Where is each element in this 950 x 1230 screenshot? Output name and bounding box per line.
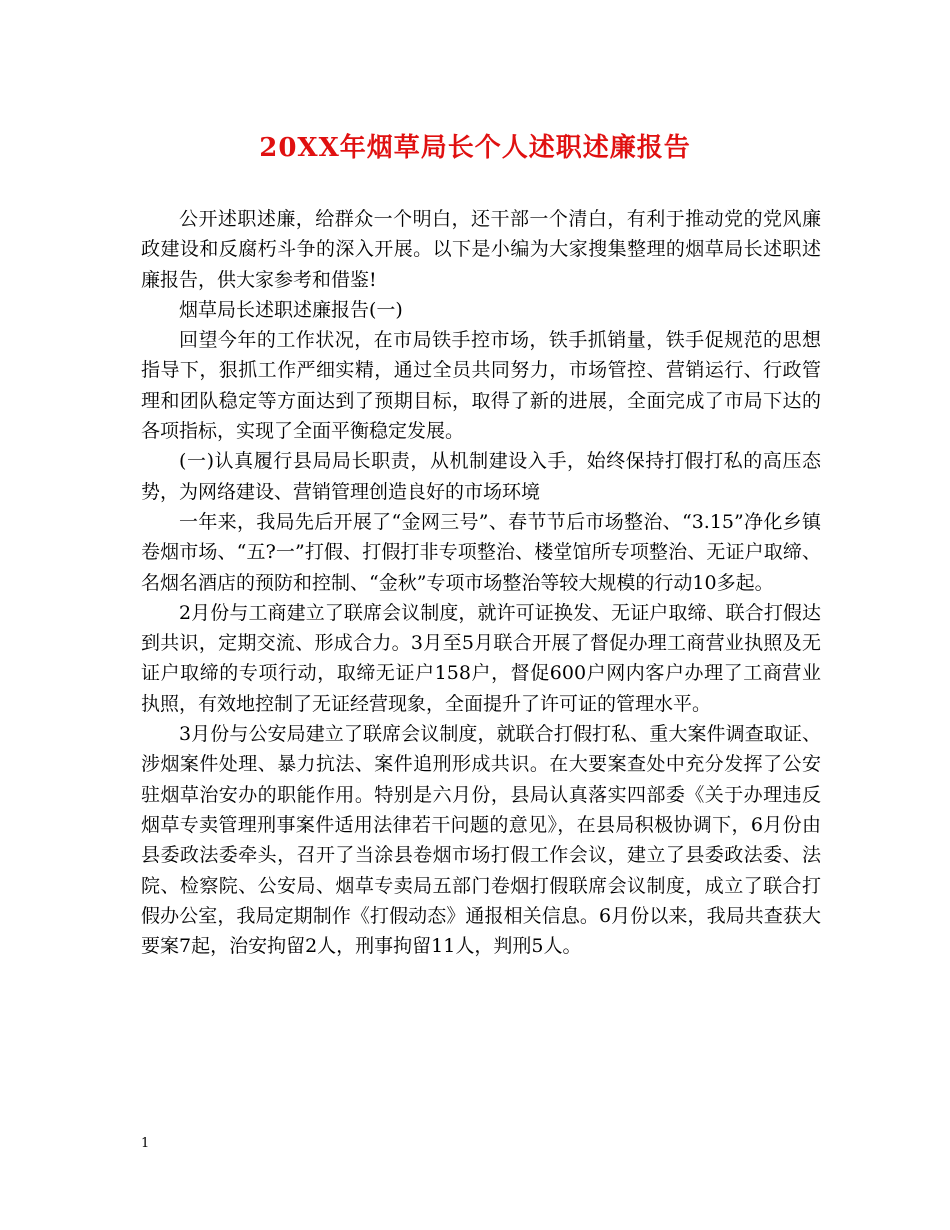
document-title: 20XX年烟草局长个人述职述廉报告 <box>259 133 691 163</box>
paragraph-commerce: 2月份与工商建立了联席会议制度，就许可证换发、无证户取缔、联合打假达到共识，定期交流、形成合力。3月至5月联合开展了督促办理工商营业执照及无证户取缔的专项行动，取缔无证户158户，督促600户网内客户办理了工商营业执照，有效地控制了无证经营现象，全面提升了许可证的管理水平。 <box>141 601 821 715</box>
paragraph-section-heading: 烟草局长述职述廉报告(一) <box>179 298 403 321</box>
paragraph-actions: 一年来，我局先后开展了“金网三号”、春节节后市场整治、“3.15”净化乡镇卷烟市场、“五?一”打假、打假打非专项整治、楼堂馆所专项整治、无证户取缔、名烟名酒店的预防和控制、“金秋”专项市场整治等较大规模的行动10多起。 <box>141 510 821 594</box>
document-body <box>141 204 821 961</box>
paragraph-review: 回望今年的工作状况，在市局铁手控市场，铁手抓销量，铁手促规范的思想指导下，狠抓工作严细实精，通过全员共同努力，市场管控、营销运行、行政管理和团队稳定等方面达到了预期目标，取得了新的进展，全面完成了市局下达的各项指标，实现了全面平衡稳定发展。 <box>141 329 821 443</box>
paragraph-subheading-1: (一)认真履行县局局长职责，从机制建设入手，始终保持打假打私的高压态势，为网络建设、营销管理创造良好的市场环境 <box>141 450 821 503</box>
paragraph-police: 3月份与公安局建立了联席会议制度，就联合打假打私、重大案件调查取证、涉烟案件处理、暴力抗法、案件追刑形成共识。在大要案查处中充分发挥了公安驻烟草治安办的职能作用。特别是六月份，县局认真落实四部委《关于办理违反烟草专卖管理刑事案件适用法律若干问题的意见》，在县局积极协调下，6月份由县委政法委牵头，召开了当涂县卷烟市场打假工作会议，建立了县委政法委、法院、检察院、公安局、烟草专卖局五部门卷烟打假联席会议制度，成立了联合打假办公室，我局定期制作《打假动态》通报相关信息。6月份以来，我局共查获大要案7起，治安拘留2人，刑事拘留11人，判刑5人。 <box>141 723 821 958</box>
paragraph-intro: 公开述职述廉，给群众一个明白，还干部一个清白，有利于推动党的党风廉政建设和反腐朽斗争的深入开展。以下是小编为大家搜集整理的烟草局长述职述廉报告，供大家参考和借鉴! <box>141 208 821 291</box>
page-number: 1 <box>141 1136 150 1151</box>
